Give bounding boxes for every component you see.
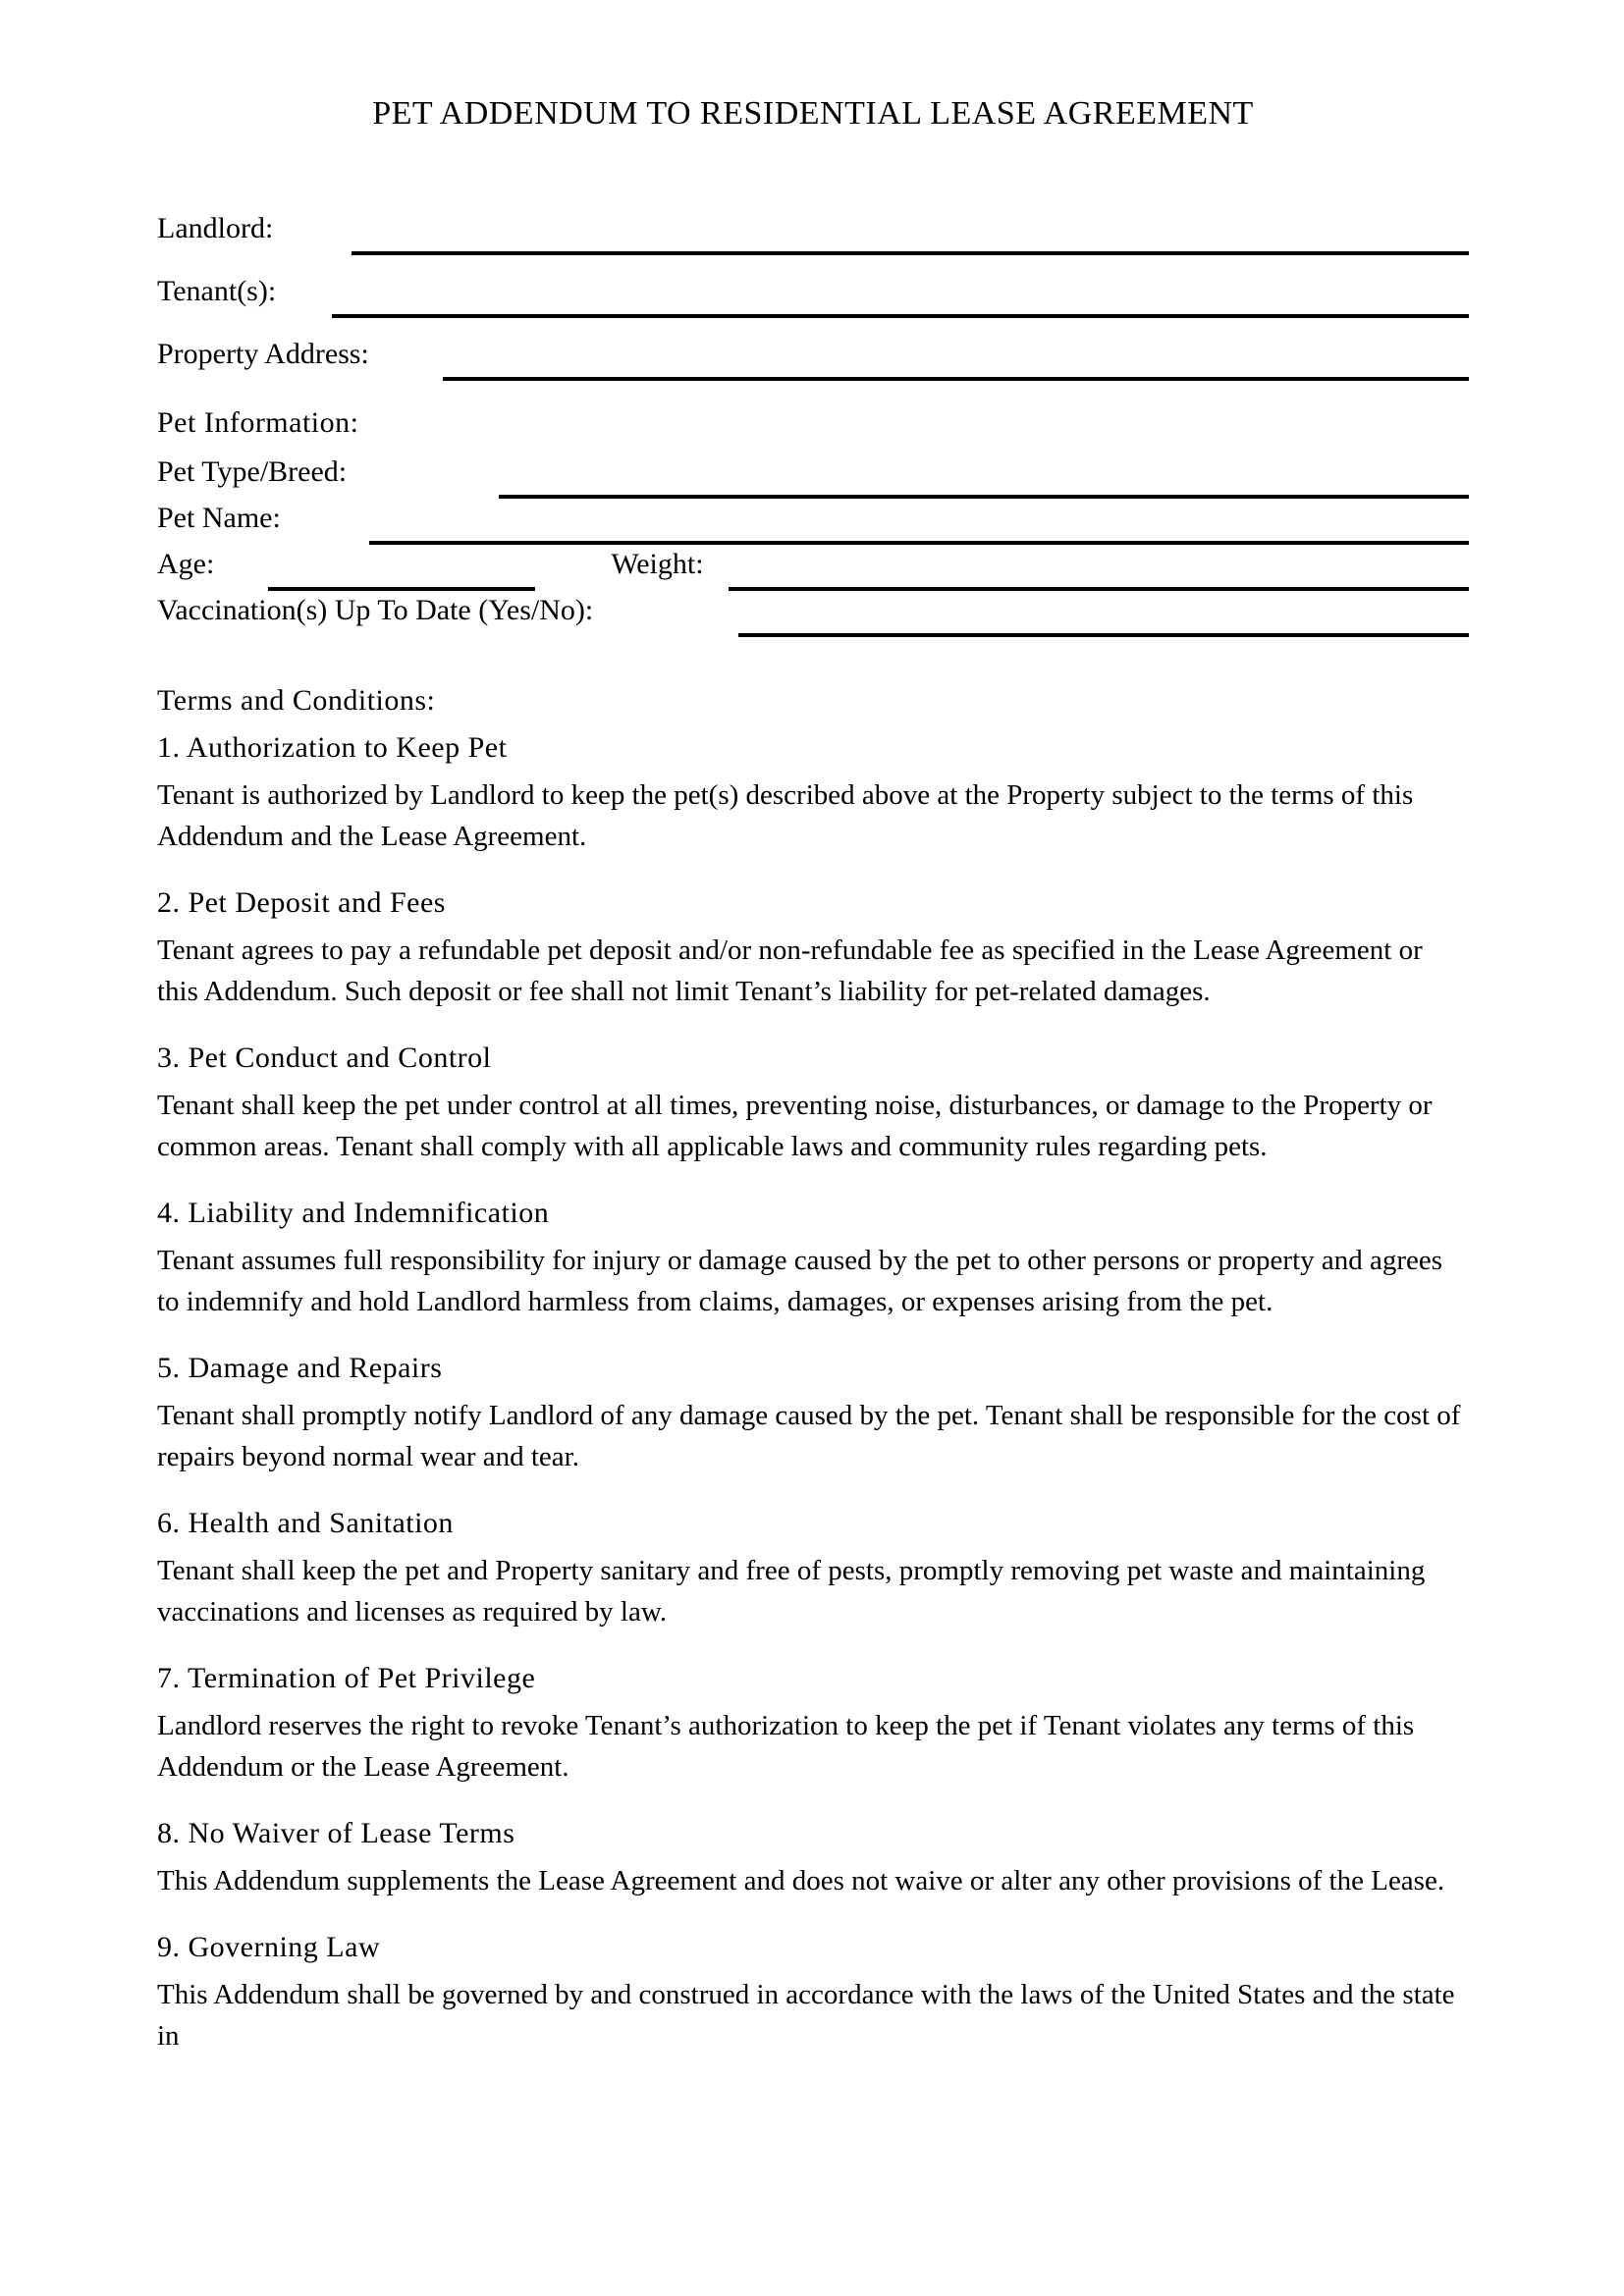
pet-type-breed-label: Pet Type/Breed: bbox=[157, 455, 348, 488]
property-address-row bbox=[157, 334, 1469, 375]
terms-section-8 bbox=[157, 1813, 1469, 1901]
landlord-input-line[interactable] bbox=[352, 251, 1469, 255]
section-heading-7: 7. Termination of Pet Privilege bbox=[157, 1662, 536, 1694]
tenants-label: Tenant(s): bbox=[157, 275, 277, 307]
section-heading-4: 4. Liability and Indemnification bbox=[157, 1197, 550, 1229]
pet-type-breed-row bbox=[157, 452, 1469, 493]
terms-section-2 bbox=[157, 882, 1469, 1012]
pet-information-section bbox=[157, 402, 1469, 631]
terms-heading: Terms and Conditions: bbox=[157, 684, 436, 717]
terms-section-7 bbox=[157, 1658, 1469, 1788]
section-heading-5: 5. Damage and Repairs bbox=[157, 1352, 443, 1384]
vaccinations-row bbox=[157, 590, 1469, 631]
terms-section-4 bbox=[157, 1193, 1469, 1322]
section-heading-2: 2. Pet Deposit and Fees bbox=[157, 886, 446, 919]
section-body-2: Tenant agrees to pay a refundable pet deposit and/or non-refundable fee as specified in the Lease Agreement or this Addendum. Such deposit or fee shall not limit Tenant’s liability for pet-related damages. bbox=[157, 934, 1423, 1007]
landlord-label: Landlord: bbox=[157, 212, 274, 244]
terms-section-9 bbox=[157, 1927, 1469, 2056]
property-address-input-line[interactable] bbox=[443, 377, 1469, 381]
tenants-row bbox=[157, 271, 1469, 312]
property-address-label: Property Address: bbox=[157, 338, 369, 370]
section-body-5: Tenant shall promptly notify Landlord of any damage caused by the pet. Tenant shall be responsible for the cost of repairs beyond normal wear and tear. bbox=[157, 1400, 1461, 1472]
pet-name-row bbox=[157, 498, 1469, 539]
section-heading-8: 8. No Waiver of Lease Terms bbox=[157, 1817, 515, 1849]
pet-name-label: Pet Name: bbox=[157, 502, 281, 534]
age-input-line[interactable] bbox=[268, 587, 535, 591]
pet-name-input-line[interactable] bbox=[369, 541, 1469, 545]
section-heading-9: 9. Governing Law bbox=[157, 1931, 381, 1963]
pet-type-breed-input-line[interactable] bbox=[499, 495, 1469, 499]
section-heading-3: 3. Pet Conduct and Control bbox=[157, 1041, 492, 1074]
weight-input-line[interactable] bbox=[729, 587, 1469, 591]
section-body-4: Tenant assumes full responsibility for injury or damage caused by the pet to other persons or property and agrees to indemnify and hold Landlord harmless from claims, damages, or expenses arising from the pet. bbox=[157, 1245, 1443, 1317]
tenants-input-line[interactable] bbox=[332, 314, 1469, 318]
terms-section-3 bbox=[157, 1038, 1469, 1167]
terms-section-5 bbox=[157, 1348, 1469, 1477]
section-body-1: Tenant is authorized by Landlord to keep the pet(s) described above at the Property subject to the terms of this Addendum and the Lease Agreement. bbox=[157, 779, 1414, 852]
pet-information-heading: Pet Information: bbox=[157, 406, 359, 439]
section-body-8: This Addendum supplements the Lease Agreement and does not waive or alter any other provisions of the Lease. bbox=[157, 1865, 1445, 1896]
terms-section-1 bbox=[157, 727, 1469, 857]
section-body-3: Tenant shall keep the pet under control at all times, preventing noise, disturbances, or damage to the Property or common areas. Tenant shall comply with all applicable laws and community rules regarding pets. bbox=[157, 1090, 1433, 1162]
section-body-6: Tenant shall keep the pet and Property sanitary and free of pests, promptly removing pet waste and maintaining vaccinations and licenses as required by law. bbox=[157, 1555, 1426, 1628]
section-heading-1: 1. Authorization to Keep Pet bbox=[157, 731, 508, 764]
section-body-9: This Addendum shall be governed by and construed in accordance with the laws of the United States and the state in bbox=[157, 1979, 1455, 2052]
section-body-7: Landlord reserves the right to revoke Tenant’s authorization to keep the pet if Tenant violates any terms of this Addendum or the Lease Agreement. bbox=[157, 1710, 1415, 1783]
weight-label: Weight: bbox=[611, 548, 704, 580]
age-weight-row bbox=[157, 544, 1469, 585]
section-heading-6: 6. Health and Sanitation bbox=[157, 1507, 454, 1539]
page-title: PET ADDENDUM TO RESIDENTIAL LEASE AGREEMENT bbox=[372, 95, 1254, 132]
terms-section-6 bbox=[157, 1503, 1469, 1632]
landlord-row bbox=[157, 208, 1469, 249]
vaccinations-input-line[interactable] bbox=[738, 633, 1469, 637]
vaccinations-label: Vaccination(s) Up To Date (Yes/No): bbox=[157, 594, 594, 626]
terms-and-conditions bbox=[157, 680, 1469, 2056]
age-label: Age: bbox=[157, 548, 215, 580]
